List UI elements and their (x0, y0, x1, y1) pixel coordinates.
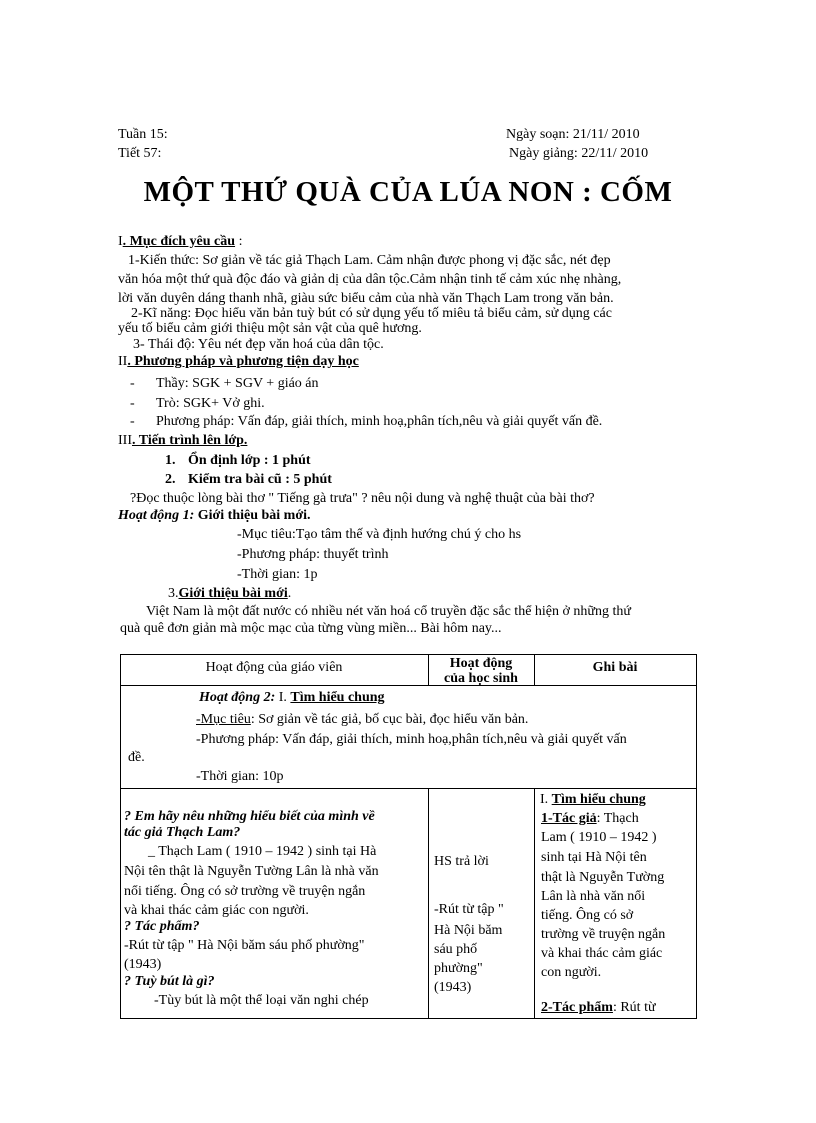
activity-2-title: Tìm hiểu chung (290, 690, 385, 705)
section-1-title: . Mục đích yêu cầu (122, 234, 236, 249)
section-3-title: . Tiến trình lên lớp. (132, 433, 248, 448)
step-3-number: 3. (168, 586, 179, 601)
notes-work-after: : Rút từ (612, 1000, 656, 1015)
section-2-roman: II (118, 354, 128, 369)
table-border-bottom (120, 1018, 697, 1019)
knowledge-line-2: văn hóa một thứ quà độc đáo và giản dị của dân tộc.Cảm nhận tinh tế cảm xúc nhẹ nhàng, (118, 272, 622, 287)
notes-line-3: thật là Nguyễn Tường (541, 870, 665, 885)
step-3-dot: . (287, 586, 292, 601)
answer-work-line-1: -Rút từ tập " Hà Nội băm sáu phố phường" (124, 938, 365, 953)
skill-line-2: yếu tố biểu cảm giới thiệu một sản vật của quê hương. (118, 321, 422, 336)
period-label: Tiết 57: (118, 146, 162, 161)
student-line-5: (1943) (434, 980, 472, 995)
table-border-top (120, 654, 697, 655)
table-header-rule (120, 685, 697, 686)
activity-1-heading (118, 508, 310, 524)
section-1-heading (118, 234, 242, 250)
step-1-text: Ổn định lớp : 1 phút (188, 453, 311, 468)
bullet-dash: - (130, 396, 135, 411)
activity-2-heading (199, 690, 385, 706)
table-col-divider-1 (428, 788, 429, 1019)
student-line-3: sáu phố (434, 942, 478, 957)
answer-author-line-4: và khai thác cảm giác con người. (124, 903, 309, 918)
table-activity-rule (120, 788, 697, 789)
answer-author-line-2: Nội tên thật là Nguyễn Tường Lân là nhà văn (124, 864, 379, 879)
week-label: Tuần 15: (118, 127, 168, 142)
answer-essay-line-1: -Tùy bút là một thể loại văn nghi chép (154, 993, 369, 1008)
section-1-roman: I (118, 234, 123, 249)
answer-work-line-2: (1943) (124, 957, 162, 972)
activity-1-goal: -Mục tiêu:Tạo tâm thế và định hướng chú ý cho hs (237, 527, 522, 542)
bullet-item-student: Trò: SGK+ Vở ghi. (156, 396, 265, 411)
section-3-roman: III (118, 433, 132, 448)
bullet-item-teacher: Thầy: SGK + SGV + giáo án (156, 376, 319, 391)
header-student-line-2: của học sinh (444, 671, 518, 685)
question-author-line-2: tác giả Thạch Lam? (124, 825, 241, 840)
activity-1-method: -Phương pháp: thuyết trình (237, 547, 389, 562)
activity-2-goal (196, 712, 528, 728)
lesson-table (120, 654, 697, 1019)
header-teacher: Hoạt động của giáo viên (205, 660, 343, 675)
activity-2-roman: I. (275, 690, 291, 705)
answer-author-line-3: nổi tiếng. Ông có sở trường về truyện ngắn (124, 884, 366, 899)
student-reply: HS trả lời (434, 854, 489, 869)
intro-line-2: quà quê đơn giản mà mộc mạc của từng vùng miền... Bài hôm nay... (120, 621, 502, 636)
notes-line-4: Lân là nhà văn nổi (541, 889, 646, 904)
table-col-divider-2 (534, 788, 535, 1019)
notes-line-8: con người. (541, 965, 602, 980)
activity-2-goal-text: : Sơ giản về tác giả, bố cục bài, đọc hiểu văn bản. (250, 712, 529, 727)
activity-2-label: Hoạt động 2: (199, 690, 276, 705)
activity-1-label: Hoạt động 1: (118, 508, 195, 523)
step-3-title: Giới thiệu bài mới (178, 586, 288, 601)
question-author-line-1: ? Em hãy nêu những hiểu biết của mình về (124, 809, 375, 824)
answer-author-line-1: _ Thạch Lam ( 1910 – 1942 ) sinh tại Hà (148, 844, 377, 859)
notes-line-5: tiếng. Ông có sở (541, 908, 634, 923)
notes-line-1: Lam ( 1910 – 1942 ) (541, 830, 657, 845)
bullet-dash: - (130, 376, 135, 391)
notes-author-after: : Thạch (596, 811, 639, 826)
bullet-dash: - (130, 414, 135, 429)
notes-title: Tìm hiểu chung (551, 792, 646, 807)
intro-line-1: Việt Nam là một đất nước có nhiều nét văn hoá cổ truyền đặc sắc thể hiện ở những thứ (146, 604, 631, 619)
knowledge-line-1: 1-Kiến thức: Sơ giản về tác giả Thạch Lam. Cảm nhận được phong vị đặc sắc, nét đẹp (128, 253, 611, 268)
step-1-number: 1. (165, 453, 176, 468)
teach-date: Ngày giảng: 22/11/ 2010 (509, 146, 649, 161)
student-line-2: Hà Nội băm (434, 923, 503, 938)
notes-work-line (541, 1000, 656, 1016)
page-title: MỘT THỨ QUÀ CỦA LÚA NON : CỐM (143, 176, 673, 208)
section-3-heading (118, 433, 247, 449)
step-3-heading (168, 586, 291, 602)
activity-1-time: -Thời gian: 1p (237, 567, 318, 582)
notes-work-label: 2-Tác phẩm (541, 1000, 613, 1015)
skill-line-1: 2-Kĩ năng: Đọc hiểu văn bản tuỳ bút có sử dụng yếu tố miêu tả biểu cảm, sử dụng các (131, 306, 612, 321)
knowledge-line-3: lời văn duyên dáng thanh nhã, giàu sức biểu cảm của nhà văn Thạch Lam trong văn bản. (118, 291, 614, 306)
activity-2-method-line-2: đề. (128, 750, 145, 765)
student-line-4: phường" (434, 961, 483, 976)
notes-roman: I. (540, 792, 549, 807)
notes-line-2: sinh tại Hà Nội tên (541, 850, 647, 865)
bullet-item-method: Phương pháp: Vấn đáp, giải thích, minh hoạ,phân tích,nêu và giải quyết vấn đề. (156, 414, 603, 429)
section-2-title: . Phương pháp và phương tiện dạy học (127, 354, 359, 369)
notes-author-line (541, 811, 639, 827)
table-border-right (696, 654, 697, 1019)
activity-2-time: -Thời gian: 10p (196, 769, 284, 784)
prep-date: Ngày soạn: 21/11/ 2010 (506, 127, 640, 142)
notes-author-label: 1-Tác giả (541, 811, 597, 826)
activity-2-method-line-1: -Phương pháp: Vấn đáp, giải thích, minh hoạ,phân tích,nêu và giải quyết vấn (196, 732, 627, 747)
step-2-number: 2. (165, 472, 176, 487)
attitude-line: 3- Thái độ: Yêu nét đẹp văn hoá của dân tộc. (133, 337, 384, 352)
notes-heading (540, 792, 646, 808)
section-1-colon: : (235, 234, 243, 249)
table-border-left (120, 654, 121, 1019)
activity-1-title: Giới thiệu bài mới. (194, 508, 311, 523)
student-line-1: -Rút từ tập " (434, 902, 504, 917)
question-work: ? Tác phẩm? (124, 919, 200, 934)
notes-line-6: trường về truyện ngắn (541, 927, 666, 942)
step-2-text: Kiểm tra bài cũ : 5 phút (188, 472, 332, 487)
header-notes: Ghi bài (592, 660, 638, 675)
header-student-line-1: Hoạt động (449, 656, 513, 671)
section-2-heading (118, 354, 359, 370)
notes-line-7: và khai thác cảm giác (541, 946, 663, 961)
review-question: ?Đọc thuộc lòng bài thơ " Tiếng gà trưa" ? nêu nội dung và nghệ thuật của bài thơ? (130, 491, 595, 506)
question-essay: ? Tuỳ bút là gì? (124, 974, 215, 989)
activity-2-goal-label: -Mục tiêu (196, 712, 251, 727)
